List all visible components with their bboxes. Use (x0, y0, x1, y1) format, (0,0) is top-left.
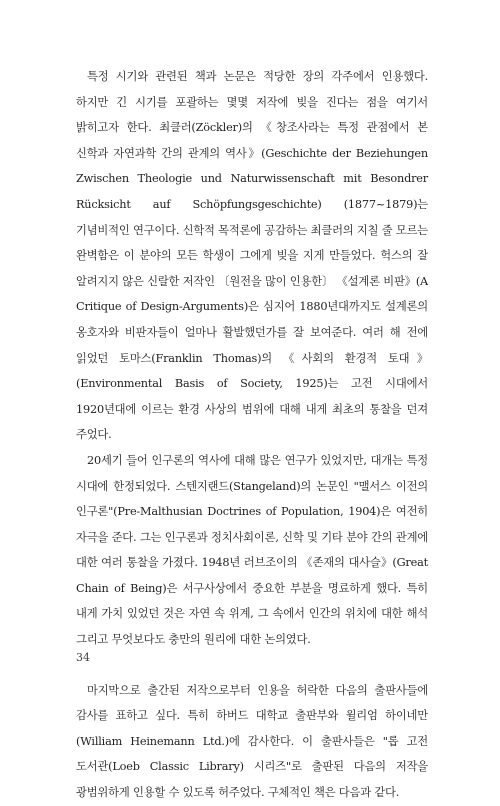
paragraph-1: 특정 시기와 관련된 책과 논문은 적당한 장의 각주에서 인용했다. 하지만 긴 시기를 포괄하는 몇몇 저작에 빚을 진다는 점을 여기서 밝히고자 한다. 최클러(Zöckler)의 《창조사라는 특정 관점에서 본 신학과 자연과학 간의 관계의 역사》(Geschichte der Beziehungen Zwischen Theologie und Naturwissenschaft mit Besondrer Rücksicht auf Schöpfungsgeschichte) (1877~1879)는 기념비적인 연구이다. 신학적 목적론에 공감하는 최클러의 지칠 줄 모르는 완벽함은 이 분야의 모든 학생이 그에게 빚을 지게 만들었다. 헉스의 잘 알려지지 않은 신랄한 저작인 〔원전을 많이 인용한〕 《설계론 비판》(A Critique of Design-Arguments)은 심지어 1880년대까지도 설계론의 옹호자와 비판자들이 얼마나 활발했던가를 잘 보여준다. 여러 해 전에 읽었던 토마스(Franklin Thomas)의 《사회의 환경적 토대》(Environmental Basis of Society, 1925)는 고전 시대에서 1920년대에 이르는 환경 사상의 범위에 대해 내게 최초의 통찰을 던져 주었다. (76, 70, 428, 442)
paragraph-3: 마지막으로 출간된 저작으로부터 인용을 허락한 다음의 출판사들에 감사를 표하고 싶다. 특히 하버드 대학교 출판부와 윌리엄 하이네만(William Heinemann Ltd.)에 감사한다. 이 출판사들은 "롭 고전 도서관(Loeb Classic Library) 시리즈"로 출판된 다음의 저작을 광범위하게 인용할 수 있도록 허주었다. 구체적인 책은 다음과 같다. (76, 683, 428, 800)
paragraph-2: 20세기 들어 인구론의 역사에 대해 많은 연구가 있었지만, 대개는 특정 시대에 한정되었다. 스텐지랜드(Stangeland)의 논문인 "맬서스 이전의 인구론"(Pre-Malthusian Doctrines of Population, 1904)은 여전히 자극을 준다. 그는 인구론과 정치사회이론, 신학 및 기타 분야 간의 관계에 대한 여러 통찰을 가졌다. 1948년 러브조이의 《존재의 대사슬》(Great Chain of Being)은 서구사상에서 중요한 부분을 명료하게 했다. 특히 내게 가치 있었던 것은 자연 속 위계, 그 속에서 인간의 위치에 대한 해석 그리고 무엇보다도 충만의 원리에 대한 논의였다. (76, 453, 428, 647)
body-text (76, 64, 428, 806)
page-number: 34 (76, 651, 90, 664)
